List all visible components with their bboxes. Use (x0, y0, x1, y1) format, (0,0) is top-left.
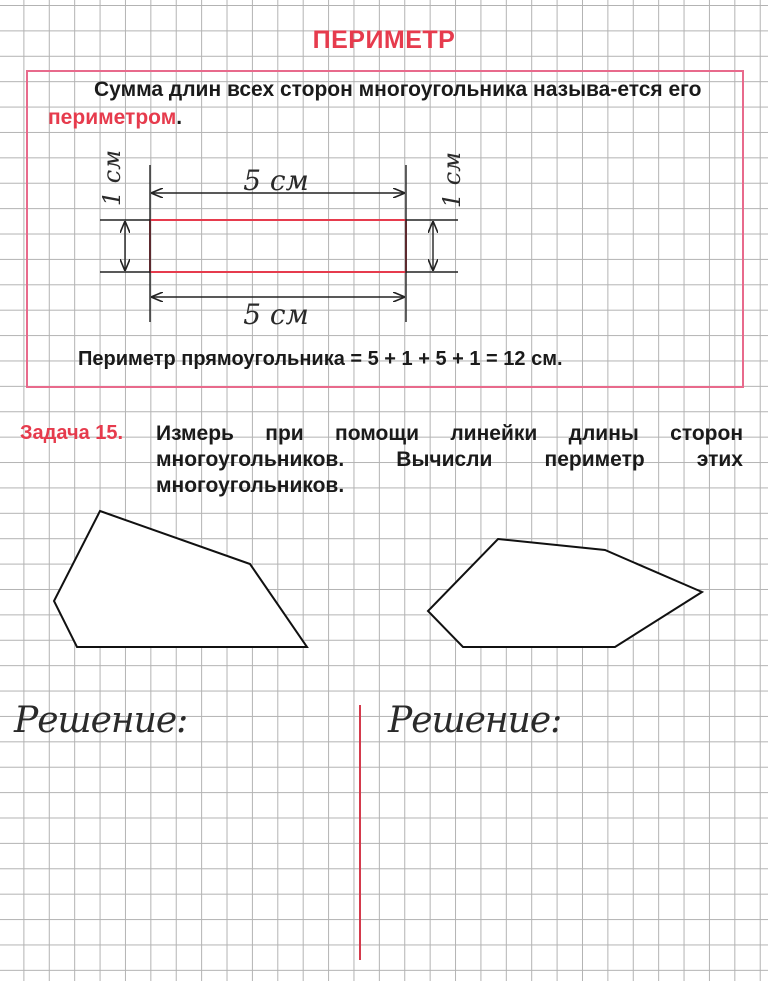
solution-label-left: Решение: (14, 700, 188, 741)
rectangle-diagram (98, 150, 466, 331)
label-right-height: 1 см (438, 151, 466, 209)
label-top-length: 5 см (243, 164, 309, 197)
polygon-left (54, 511, 307, 647)
solution-divider (359, 705, 361, 960)
example-rectangle (150, 220, 406, 272)
definition-highlight: периметром (48, 106, 177, 129)
perimeter-formula: Периметр прямоугольника = 5 + 1 + 5 + 1 = 12 см. (78, 348, 563, 370)
definition-text-end: . (176, 106, 183, 129)
label-bottom-length: 5 см (243, 298, 309, 331)
task-number: Задача 15. (20, 422, 124, 444)
definition-text-main: Сумма длин всех сторон многоугольника называ-ется его (94, 78, 702, 101)
polygon-right (428, 539, 702, 647)
task-text: Измерь при помощи линейки длины сторон многоугольников. Вычисли периметр этих многоугольников. (156, 422, 743, 497)
page-title: ПЕРИМЕТР (312, 26, 456, 54)
solution-label-right: Решение: (388, 700, 562, 741)
label-left-height: 1 см (98, 149, 126, 207)
